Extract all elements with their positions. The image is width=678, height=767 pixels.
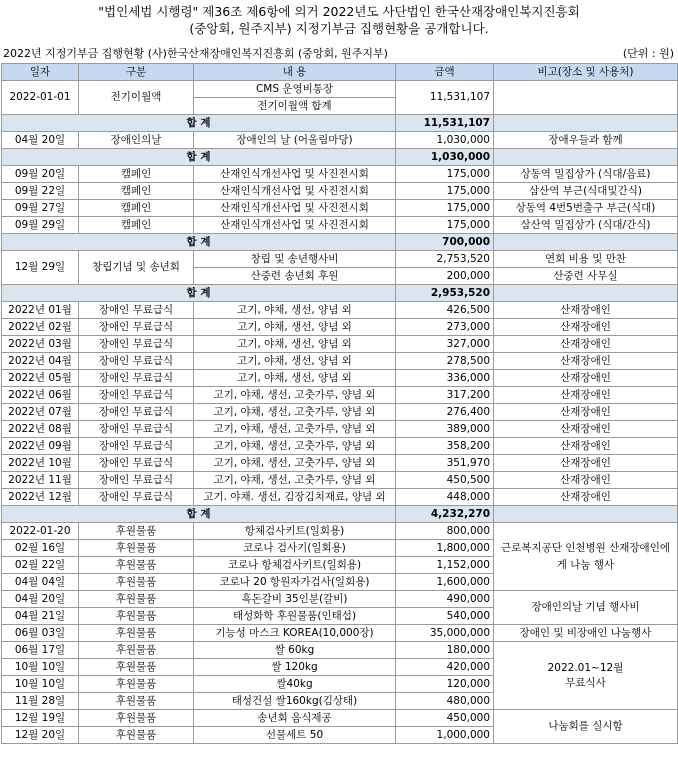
category-cell: 후원물품 [79, 693, 194, 710]
content-cell: 고기, 야채, 생선, 고춧가루, 양념 외 [194, 438, 396, 455]
date-cell: 2022년 10월 [2, 455, 79, 472]
unit-label: (단위 : 원) [622, 47, 674, 60]
subtotal-row [2, 149, 678, 166]
subtotal-note [494, 149, 678, 166]
content-cell: 태성건설 쌀160kg(김상태) [194, 693, 396, 710]
note-cell: 산재장애인 [494, 438, 678, 455]
caption-text: 2022년 지정기부금 집행현황 (사)한국산재장애인복지진흥회 (중앙회, 원주지부) [3, 47, 388, 60]
table-row [2, 183, 678, 200]
amount-cell: 480,000 [396, 693, 494, 710]
category-cell: 장애인 무료급식 [79, 421, 194, 438]
subtotal-amount: 11,531,107 [396, 115, 494, 132]
date-cell: 2022년 04월 [2, 353, 79, 370]
category-cell: 후원물품 [79, 625, 194, 642]
date-cell: 2022년 08월 [2, 421, 79, 438]
col-note: 비고(장소 및 사용처) [494, 64, 678, 81]
date-cell: 04월 21일 [2, 608, 79, 625]
note-cell: 장애인의날 기념 행사비 [494, 591, 678, 625]
note-cell: 산재장애인 [494, 455, 678, 472]
table-row [2, 489, 678, 506]
amount-cell: 35,000,000 [396, 625, 494, 642]
date-cell: 04월 20일 [2, 132, 79, 149]
category-cell: 캠페인 [79, 183, 194, 200]
table-row [2, 251, 678, 268]
content-cell: 산재인식개선사업 및 사진전시회 [194, 217, 396, 234]
amount-cell: 317,200 [396, 387, 494, 404]
amount-cell: 450,500 [396, 472, 494, 489]
amount-cell: 1,152,000 [396, 557, 494, 574]
amount-cell: 1,600,000 [396, 574, 494, 591]
header-row [2, 64, 678, 81]
subtotal-label: 합 계 [2, 234, 396, 251]
category-cell: 후원물품 [79, 710, 194, 727]
table-row [2, 353, 678, 370]
title-line2: (중앙회, 원주지부) 지정기부금 집행현황을 공개합니다. [189, 21, 489, 36]
content-cell: 고기, 야채, 생선, 고춧가루, 양념 외 [194, 421, 396, 438]
note-cell: 산재장애인 [494, 302, 678, 319]
category-cell: 후원물품 [79, 557, 194, 574]
content-cell: 고기, 야채, 생선, 양념 외 [194, 370, 396, 387]
category-cell: 장애인 무료급식 [79, 438, 194, 455]
subtotal-label: 합 계 [2, 115, 396, 132]
note-cell: 산재장애인 [494, 472, 678, 489]
note-line: 무료식사 [565, 676, 606, 689]
table-row [2, 319, 678, 336]
table-caption [0, 41, 678, 63]
subtotal-note [494, 506, 678, 523]
amount-cell: 175,000 [396, 200, 494, 217]
category-cell: 장애인 무료급식 [79, 489, 194, 506]
content-cell: 창립 및 송년행사비 [194, 251, 396, 268]
amount-cell: 2,753,520 [396, 251, 494, 268]
note-cell: 산재장애인 [494, 387, 678, 404]
table-row [2, 421, 678, 438]
content-cell: 고기, 야채, 생선, 고춧가루, 양념 외 [194, 404, 396, 421]
category-cell: 후원물품 [79, 608, 194, 625]
date-cell: 02월 22일 [2, 557, 79, 574]
category-cell: 장애인의날 [79, 132, 194, 149]
table-row [2, 710, 678, 727]
date-cell: 2022년 05월 [2, 370, 79, 387]
category-cell: 후원물품 [79, 659, 194, 676]
content-cell: 태성화학 후원물품(인태섭) [194, 608, 396, 625]
table-row [2, 455, 678, 472]
content-cell: 산재인식개선사업 및 사진전시회 [194, 183, 396, 200]
table-row [2, 387, 678, 404]
content-cell: 고기. 야채. 생선, 김장김치재료, 양념 외 [194, 489, 396, 506]
date-cell: 2022-01-20 [2, 523, 79, 540]
date-cell: 2022년 01월 [2, 302, 79, 319]
content-cell: 송년회 음식제공 [194, 710, 396, 727]
date-cell: 2022년 03월 [2, 336, 79, 353]
subtotal-amount: 2,953,520 [396, 285, 494, 302]
expenditure-table [1, 63, 678, 744]
note-cell: 연회 비용 및 만찬 [494, 251, 678, 268]
table-row [2, 370, 678, 387]
table-row [2, 217, 678, 234]
category-cell: 장애인 무료급식 [79, 336, 194, 353]
category-cell: 후원물품 [79, 642, 194, 659]
date-cell: 12월 20일 [2, 727, 79, 744]
amount-cell: 358,200 [396, 438, 494, 455]
date-cell: 12월 29일 [2, 251, 79, 285]
category-cell: 후원물품 [79, 727, 194, 744]
category-cell: 장애인 무료급식 [79, 404, 194, 421]
note-cell: 나눔회를 실시함 [494, 710, 678, 744]
content-cell: 흑돈갈비 35인분(갈비) [194, 591, 396, 608]
note-cell: 산재장애인 [494, 421, 678, 438]
note-cell: 상동역 4번5번출구 부근(식대) [494, 200, 678, 217]
table-row [2, 132, 678, 149]
note-cell: 산재장애인 [494, 353, 678, 370]
subtotal-amount: 1,030,000 [396, 149, 494, 166]
category-cell: 창립기념 및 송년회 [79, 251, 194, 285]
category-cell: 후원물품 [79, 540, 194, 557]
amount-cell: 450,000 [396, 710, 494, 727]
amount-cell: 426,500 [396, 302, 494, 319]
amount-cell: 448,000 [396, 489, 494, 506]
amount-cell: 1,030,000 [396, 132, 494, 149]
date-cell: 09월 22일 [2, 183, 79, 200]
note-cell: 산재장애인 [494, 319, 678, 336]
date-cell: 2022년 09월 [2, 438, 79, 455]
category-cell: 캠페인 [79, 217, 194, 234]
amount-cell: 420,000 [396, 659, 494, 676]
subtotal-row [2, 285, 678, 302]
subtotal-label: 합 계 [2, 149, 396, 166]
subtotal-row [2, 234, 678, 251]
note-cell: 장애우들과 함께 [494, 132, 678, 149]
table-row [2, 302, 678, 319]
content-cell: 산재인식개선사업 및 사진전시회 [194, 200, 396, 217]
subtotal-label: 합 계 [2, 506, 396, 523]
content-cell: 고기, 야채, 생선, 양념 외 [194, 353, 396, 370]
content-cell: 선물세트 50 [194, 727, 396, 744]
date-cell: 04월 20일 [2, 591, 79, 608]
col-category: 구분 [79, 64, 194, 81]
note-line: 2022.01~12월 [547, 661, 624, 674]
table-row [2, 591, 678, 608]
date-cell: 10월 10일 [2, 676, 79, 693]
category-cell: 장애인 무료급식 [79, 319, 194, 336]
table-row [2, 438, 678, 455]
date-cell: 09월 20일 [2, 166, 79, 183]
content-cell: 고기, 야채, 생선, 양념 외 [194, 319, 396, 336]
page-header [0, 0, 678, 41]
amount-cell: 278,500 [396, 353, 494, 370]
subtotal-amount: 4,232,270 [396, 506, 494, 523]
content-cell: 산중련 송년회 후원 [194, 268, 396, 285]
category-cell: 장애인 무료급식 [79, 387, 194, 404]
note-cell: 산재장애인 [494, 370, 678, 387]
date-cell: 11월 28일 [2, 693, 79, 710]
note-cell [494, 642, 678, 710]
amount-cell: 276,400 [396, 404, 494, 421]
content-cell: 코로나 항체검사키트(일회용) [194, 557, 396, 574]
category-cell: 장애인 무료급식 [79, 302, 194, 319]
amount-cell: 389,000 [396, 421, 494, 438]
note-cell: 삼산역 부근(식대및간식) [494, 183, 678, 200]
note-cell: 장애인 및 비장애인 나눔행사 [494, 625, 678, 642]
content-cell: 쌀 60kg [194, 642, 396, 659]
note-cell: 산재장애인 [494, 489, 678, 506]
amount-cell: 175,000 [396, 217, 494, 234]
table-row [2, 166, 678, 183]
date-cell: 2022년 11월 [2, 472, 79, 489]
category-cell: 장애인 무료급식 [79, 472, 194, 489]
category-cell: 장애인 무료급식 [79, 455, 194, 472]
content-cell: 장애인의 날 (어울림마당) [194, 132, 396, 149]
content-cell: CMS 운영비통장 [194, 81, 396, 98]
date-cell: 06월 03일 [2, 625, 79, 642]
date-cell: 2022-01-01 [2, 81, 79, 115]
amount-cell: 327,000 [396, 336, 494, 353]
date-cell: 2022년 12월 [2, 489, 79, 506]
subtotal-note [494, 285, 678, 302]
content-cell: 쌀40kg [194, 676, 396, 693]
note-cell [494, 81, 678, 115]
amount-cell: 490,000 [396, 591, 494, 608]
subtotal-amount: 700,000 [396, 234, 494, 251]
note-cell: 삼산역 밀집상가 (식대/간식) [494, 217, 678, 234]
table-row [2, 523, 678, 540]
note-cell: 근로복지공단 인천병원 산재장애인에게 나눔 행사 [494, 523, 678, 591]
subtotal-row [2, 115, 678, 132]
subtotal-row [2, 506, 678, 523]
content-cell: 고기, 야채, 생선, 고춧가루, 양념 외 [194, 455, 396, 472]
amount-cell: 1,800,000 [396, 540, 494, 557]
content-cell: 산재인식개선사업 및 사진전시회 [194, 166, 396, 183]
date-cell: 2022년 06월 [2, 387, 79, 404]
category-cell: 후원물품 [79, 523, 194, 540]
amount-cell: 351,970 [396, 455, 494, 472]
col-content: 내 용 [194, 64, 396, 81]
category-cell: 전기이월액 [79, 81, 194, 115]
amount-cell: 180,000 [396, 642, 494, 659]
category-cell: 후원물품 [79, 676, 194, 693]
category-cell: 장애인 무료급식 [79, 353, 194, 370]
date-cell: 10월 10일 [2, 659, 79, 676]
col-amount: 금액 [396, 64, 494, 81]
subtotal-label: 합 계 [2, 285, 396, 302]
category-cell: 후원물품 [79, 591, 194, 608]
content-cell: 고기, 야채, 생선, 양념 외 [194, 336, 396, 353]
note-cell: 산재장애인 [494, 404, 678, 421]
amount-cell: 540,000 [396, 608, 494, 625]
date-cell: 06월 17일 [2, 642, 79, 659]
content-cell: 코로나 검사기(일회용) [194, 540, 396, 557]
amount-cell: 336,000 [396, 370, 494, 387]
amount-cell: 175,000 [396, 183, 494, 200]
content-cell: 기능성 마스크 KOREA(10,000장) [194, 625, 396, 642]
amount-cell: 120,000 [396, 676, 494, 693]
note-cell: 산중련 사무실 [494, 268, 678, 285]
table-row [2, 81, 678, 98]
title-line1: "법인세법 시행령" 제36조 제6항에 의거 2022년도 사단법인 한국산재장애인복지진흥회 [98, 4, 580, 19]
content-cell: 전기이월액 합계 [194, 98, 396, 115]
note-cell: 상동역 밀집상가 (식대/음료) [494, 166, 678, 183]
date-cell: 09월 27일 [2, 200, 79, 217]
content-cell: 코로나 20 항원자가검사(일회용) [194, 574, 396, 591]
col-date: 일자 [2, 64, 79, 81]
subtotal-note [494, 115, 678, 132]
category-cell: 캠페인 [79, 200, 194, 217]
amount-cell: 200,000 [396, 268, 494, 285]
content-cell: 고기, 야채, 생선, 고춧가루, 양념 외 [194, 472, 396, 489]
table-row [2, 625, 678, 642]
amount-cell: 175,000 [396, 166, 494, 183]
date-cell: 2022년 07월 [2, 404, 79, 421]
date-cell: 04월 04일 [2, 574, 79, 591]
table-row [2, 404, 678, 421]
table-row [2, 472, 678, 489]
date-cell: 2022년 02월 [2, 319, 79, 336]
subtotal-note [494, 234, 678, 251]
content-cell: 쌀 120kg [194, 659, 396, 676]
table-row [2, 200, 678, 217]
amount-cell: 273,000 [396, 319, 494, 336]
category-cell: 캠페인 [79, 166, 194, 183]
note-cell: 산재장애인 [494, 336, 678, 353]
date-cell: 09월 29일 [2, 217, 79, 234]
amount-cell: 800,000 [396, 523, 494, 540]
content-cell: 고기, 야채, 생선, 양념 외 [194, 302, 396, 319]
content-cell: 고기, 야채, 생선, 고춧가루, 양념 외 [194, 387, 396, 404]
date-cell: 02월 16일 [2, 540, 79, 557]
date-cell: 12월 19일 [2, 710, 79, 727]
amount-cell: 11,531,107 [396, 81, 494, 115]
category-cell: 장애인 무료급식 [79, 370, 194, 387]
amount-cell: 1,000,000 [396, 727, 494, 744]
table-row [2, 336, 678, 353]
table-row [2, 642, 678, 659]
category-cell: 후원물품 [79, 574, 194, 591]
content-cell: 항체검사키트(일회용) [194, 523, 396, 540]
